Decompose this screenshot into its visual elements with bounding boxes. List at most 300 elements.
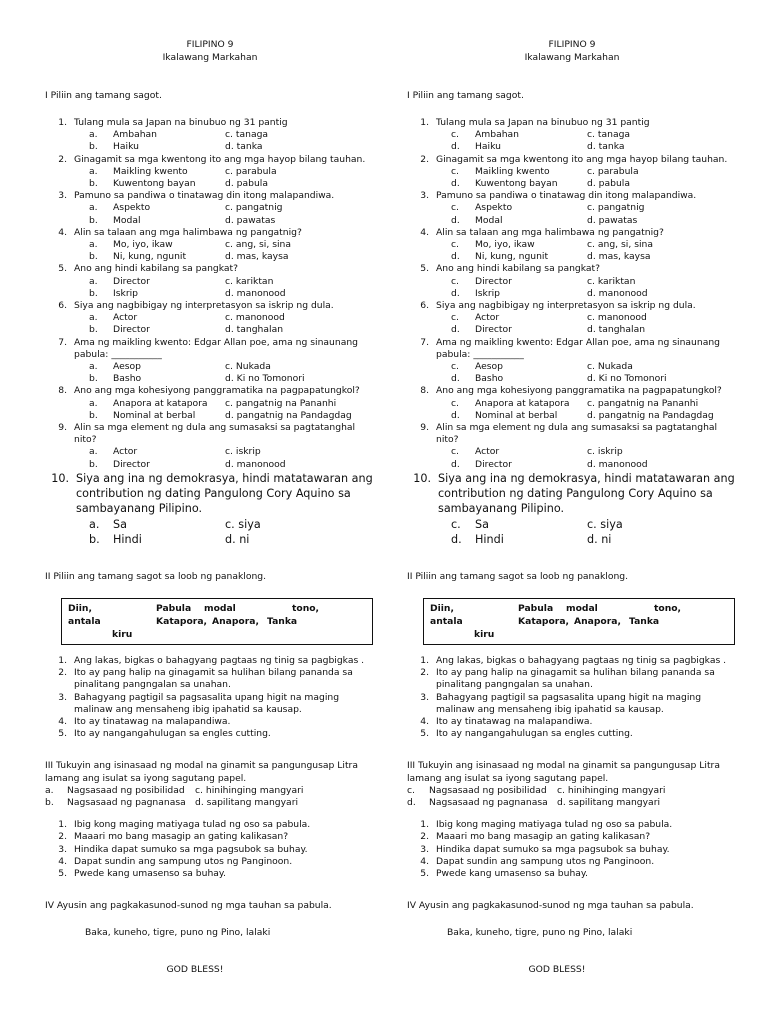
question-10 — [407, 471, 737, 547]
characters-list: Baka, kuneho, tigre, puno ng Pino, lalaki — [85, 927, 271, 939]
question-number: 3. — [58, 843, 67, 855]
choice-text: Actor — [113, 312, 138, 324]
choice — [89, 251, 225, 263]
choice: c. parabula — [587, 165, 639, 177]
section4-title: IV Ayusin ang pagkakasunod-sunod ng mga tauhan sa pabula. — [407, 900, 694, 912]
choice: d. manonood — [225, 458, 286, 470]
choice-text: Nagsasaad ng posibilidad — [67, 784, 185, 796]
question-text: Alin sa talaan ang mga halimbawa ng pangatnig? — [74, 226, 302, 238]
question-number: 4. — [420, 715, 429, 727]
question-row — [407, 154, 737, 166]
question-text: Ama ng maikling kwento: Edgar Allan poe, ama ng sinaunang pabula: ___________ — [436, 336, 720, 360]
choice-text: Modal — [475, 214, 503, 226]
choice: c. ang, si, sina — [587, 239, 653, 251]
question-number: 3. — [420, 691, 429, 703]
choice: d. pabula — [225, 178, 268, 190]
choice: d. sapilitang mangyari — [195, 796, 299, 808]
choice-row — [451, 312, 737, 324]
choice — [89, 178, 225, 190]
section4-title: IV Ayusin ang pagkakasunod-sunod ng mga tauhan sa pabula. — [45, 900, 332, 912]
choice-letter: b. — [89, 178, 98, 190]
question-number: 3. — [58, 190, 67, 202]
question-text: Siya ang nagbibigay ng interpretasyon sa iskrip ng dula. — [436, 300, 696, 312]
characters-list: Baka, kuneho, tigre, puno ng Pino, lalaki — [447, 927, 633, 939]
choice-text: Kuwentong bayan — [113, 178, 196, 190]
choice-row — [451, 178, 737, 190]
question-row — [407, 868, 737, 880]
question-text: Siya ang ina ng demokrasya, hindi matatawaran ang contribution ng dating Pangulong Cory Aquino sa sambayanang Pilipino. — [438, 471, 735, 516]
question-number: 3. — [58, 691, 67, 703]
question-row — [407, 831, 737, 843]
choice — [451, 517, 587, 532]
choice — [89, 446, 225, 458]
choice-row — [45, 785, 375, 797]
word-box — [61, 598, 373, 645]
choice-row — [89, 446, 375, 458]
choice-text: Actor — [475, 446, 500, 458]
choice-letter: c. — [451, 446, 459, 458]
choice-letter: c. — [407, 784, 415, 796]
choice — [45, 797, 195, 809]
choice-row — [89, 129, 375, 141]
question-number: 4. — [58, 855, 67, 867]
question-row — [45, 655, 375, 667]
question-row — [45, 844, 375, 856]
choice-letter: a. — [89, 446, 98, 458]
choice: c. tanaga — [587, 129, 631, 141]
choice-row — [451, 288, 737, 300]
choice-letter: a. — [89, 202, 98, 214]
choice-text: Director — [113, 458, 150, 470]
choice-row — [89, 373, 375, 385]
choice-text: Iskrip — [113, 287, 138, 299]
question-row — [45, 227, 375, 239]
choice-letter: c. — [451, 517, 461, 531]
choice-text: Mo, iyo, ikaw — [475, 239, 535, 251]
box-word: Katapora, — [518, 615, 570, 627]
god-bless: GOD BLESS! — [166, 964, 224, 976]
choice — [451, 410, 587, 422]
choice-row — [89, 288, 375, 300]
question-row — [407, 655, 737, 667]
choice-row — [451, 398, 737, 410]
choice-row — [89, 361, 375, 373]
choice-letter: d. — [451, 251, 460, 263]
box-word: tono, — [654, 602, 682, 614]
choice-letter: c. — [451, 275, 459, 287]
question-text: Bahagyang pagtigil sa pagsasalita upang higit na maging malinaw ang mensaheng ibig ipahatid sa kausap. — [436, 691, 702, 715]
question-number: 10. — [413, 471, 431, 485]
choice-row — [89, 141, 375, 153]
question-row — [45, 154, 375, 166]
choice: d. pangatnig na Pandagdag — [587, 409, 714, 421]
question-row — [407, 263, 737, 275]
choice-text: Director — [475, 324, 512, 336]
box-word: kiru — [474, 628, 495, 640]
question-row — [45, 819, 375, 831]
choice-row — [451, 129, 737, 141]
choice: c. iskrip — [587, 446, 623, 458]
choice-text: Basho — [113, 373, 142, 385]
choice — [407, 785, 557, 797]
question-number: 7. — [420, 336, 429, 348]
choice-row — [451, 239, 737, 251]
header — [45, 38, 375, 64]
question-number: 5. — [58, 728, 67, 740]
choice-row — [451, 361, 737, 373]
section3-items — [45, 819, 375, 880]
question-text: Dapat sundin ang sampung utos ng Panginoon. — [436, 855, 655, 867]
question-text: Ano ang mga kohesiyong panggramatika na pagpapatungkol? — [74, 385, 360, 397]
question-text: Ito ay pang halip na ginagamit sa hulihan bilang pananda sa pinalitang pangngalan sa unahan. — [436, 667, 715, 691]
choice-row — [89, 324, 375, 336]
choice-letter: b. — [89, 532, 100, 546]
box-word: modal — [204, 602, 236, 614]
question-row — [407, 692, 737, 716]
choice — [89, 276, 225, 288]
question-number: 4. — [58, 715, 67, 727]
choice-row — [89, 532, 375, 547]
choice — [89, 324, 225, 336]
choice-letter: c. — [451, 202, 459, 214]
box-word: Katapora, — [156, 615, 208, 627]
question-row — [45, 728, 375, 740]
question-number: 1. — [58, 819, 67, 831]
choice — [451, 312, 587, 324]
box-word: Diin, — [68, 602, 92, 614]
choice-text: Hindi — [475, 532, 504, 546]
question-row — [407, 190, 737, 202]
choice-text: Hindi — [113, 532, 142, 546]
choice-letter: d. — [451, 458, 460, 470]
question-text: Ginagamit sa mga kwentong ito ang mga hayop bilang tauhan. — [74, 153, 366, 165]
question-row — [407, 667, 737, 691]
question-text: Ang lakas, bigkas o bahagyang pagtaas ng tinig sa pagbigkas . — [436, 654, 727, 666]
choice — [89, 288, 225, 300]
choice — [89, 398, 225, 410]
question-row — [45, 667, 375, 691]
question-text: Ito ay tinatawag na malapandiwa. — [436, 715, 593, 727]
question-text: Alin sa mga element ng dula ang sumasaksi sa pagtatanghal nito? — [436, 422, 718, 446]
question-row — [407, 117, 737, 129]
box-word: modal — [566, 602, 598, 614]
box-word: Tanka — [267, 615, 298, 627]
choice-text: Director — [113, 324, 150, 336]
question-text: Pwede kang umasenso sa buhay. — [74, 867, 226, 879]
question-row — [45, 856, 375, 868]
choice-text: Ni, kung, ngunit — [113, 251, 187, 263]
question-number: 2. — [58, 153, 67, 165]
box-word: tono, — [292, 602, 320, 614]
question-number: 2. — [420, 667, 429, 679]
question-text: Ano ang hindi kabilang sa pangkat? — [74, 263, 239, 275]
question-number: 1. — [420, 819, 429, 831]
choice: d. Ki no Tomonori — [225, 373, 305, 385]
choice-letter: a. — [89, 129, 98, 141]
choice-letter: d. — [451, 532, 462, 546]
question-number: 1. — [58, 117, 67, 128]
choice — [89, 410, 225, 422]
quarter-title: Ikalawang Markahan — [524, 52, 620, 63]
choice: c. siya — [587, 517, 623, 531]
choice-letter: a. — [89, 517, 100, 531]
choice-row — [89, 251, 375, 263]
choice — [89, 373, 225, 385]
choice — [89, 239, 225, 251]
choice-row — [451, 410, 737, 422]
choice — [89, 532, 225, 547]
choice — [407, 797, 557, 809]
choice-text: Modal — [113, 214, 141, 226]
question-row — [45, 337, 375, 361]
question-row — [407, 819, 737, 831]
choice — [451, 129, 587, 141]
question-number: 8. — [58, 385, 67, 397]
choice-text: Aesop — [113, 361, 142, 373]
choice-letter: b. — [89, 373, 98, 385]
question-number: 4. — [420, 855, 429, 867]
choice-text: Nagsasaad ng pagnanasa — [67, 796, 186, 808]
box-word: Diin, — [430, 602, 454, 614]
choice: d. mas, kaysa — [587, 251, 651, 263]
choice-text: Nominal at berbal — [113, 409, 196, 421]
choice-letter: c. — [451, 312, 459, 324]
question-text: Ano ang mga kohesiyong panggramatika na pagpapatungkol? — [436, 385, 722, 397]
choice — [451, 276, 587, 288]
question-text: Siya ang ina ng demokrasya, hindi matatawaran ang contribution ng dating Pangulong Cory Aquino sa sambayanang Pilipino. — [76, 471, 373, 516]
choice — [451, 178, 587, 190]
question-text: Ito ay nangangahulugan sa engles cutting. — [74, 728, 271, 740]
section3-items — [407, 819, 737, 880]
question-text: Ito ay nangangahulugan sa engles cutting. — [436, 728, 633, 740]
choice — [89, 517, 225, 532]
question-text: Dapat sundin ang sampung utos ng Panginoon. — [74, 855, 293, 867]
choice — [89, 312, 225, 324]
choice-row — [89, 276, 375, 288]
quarter-title: Ikalawang Markahan — [162, 52, 258, 63]
choice — [451, 166, 587, 178]
question-number: 10. — [51, 471, 69, 485]
section2-items — [407, 655, 737, 740]
question-number: 8. — [420, 385, 429, 397]
choice-text: Basho — [475, 373, 504, 385]
choice-row — [89, 215, 375, 227]
question-number: 7. — [58, 336, 67, 348]
question-row — [407, 471, 737, 517]
choice — [89, 166, 225, 178]
choice-text: Director — [475, 458, 512, 470]
choice-letter: a. — [89, 397, 98, 409]
section1-questions — [45, 117, 375, 471]
choice-letter: a. — [89, 361, 98, 373]
choice-text: Aspekto — [113, 202, 151, 214]
choice — [45, 785, 195, 797]
question-row — [45, 117, 375, 129]
choice-text: Ambahan — [113, 129, 157, 141]
choice: d. pangatnig na Pandagdag — [225, 409, 352, 421]
question-row — [45, 868, 375, 880]
choice: d. tanghalan — [225, 324, 284, 336]
choice-text: Iskrip — [475, 287, 500, 299]
choice-letter: d. — [451, 287, 460, 299]
god-bless: GOD BLESS! — [528, 964, 586, 976]
question-row — [45, 190, 375, 202]
box-word: Pabula — [518, 602, 554, 614]
choice: c. hinihinging mangyari — [195, 784, 304, 796]
choice: c. parabula — [225, 165, 277, 177]
choice: c. pangatnig — [225, 202, 283, 214]
choice-text: Aesop — [475, 361, 504, 373]
choice: d. manonood — [225, 287, 286, 299]
question-row — [407, 227, 737, 239]
section2-title: II Piliin ang tamang sagot sa loob ng panaklong. — [407, 570, 629, 582]
choice-letter: a. — [89, 312, 98, 324]
choice — [451, 141, 587, 153]
choice-row — [451, 202, 737, 214]
choice-letter: d. — [407, 796, 416, 808]
question-number: 9. — [420, 422, 429, 434]
choice-row — [89, 178, 375, 190]
question-row — [45, 692, 375, 716]
choice-text: Ambahan — [475, 129, 519, 141]
question-text: Ito ay tinatawag na malapandiwa. — [74, 715, 231, 727]
choice-text: Nagsasaad ng pagnanasa — [429, 796, 548, 808]
choice-row — [89, 239, 375, 251]
choice: d. sapilitang mangyari — [557, 796, 661, 808]
section3-choices — [45, 785, 375, 809]
choice-row — [451, 141, 737, 153]
choice — [451, 361, 587, 373]
choice: d. manonood — [587, 287, 648, 299]
choice: d. pawatas — [225, 214, 276, 226]
choice-letter: b. — [89, 214, 98, 226]
choice: c. Nukada — [225, 361, 271, 373]
section3-title: III Tukuyin ang isinasaad ng modal na ginamit sa pangungusap Litra lamang ang isulat sa iyong sagutang papel. — [407, 760, 720, 784]
choice: c. manonood — [587, 312, 647, 324]
section1-questions — [407, 117, 737, 471]
choice-row — [451, 215, 737, 227]
choice-row — [89, 166, 375, 178]
choice: d. ni — [587, 532, 612, 546]
choice: c. kariktan — [587, 275, 636, 287]
question-row — [45, 300, 375, 312]
choice-letter: c. — [451, 361, 459, 373]
choice-row — [89, 459, 375, 471]
question-row — [407, 337, 737, 361]
question-text: Tulang mula sa Japan na binubuo ng 31 pantig — [74, 117, 288, 128]
box-word: Anapora, — [212, 615, 259, 627]
box-word: antala — [68, 615, 101, 627]
question-row — [407, 300, 737, 312]
question-10 — [45, 471, 375, 547]
choice — [89, 141, 225, 153]
choice — [89, 361, 225, 373]
choice-row — [451, 166, 737, 178]
choice-text: Maikling kwento — [113, 165, 188, 177]
question-number: 1. — [58, 654, 67, 666]
question-number: 4. — [58, 226, 67, 238]
question-number: 5. — [420, 728, 429, 740]
choice-letter: b. — [89, 287, 98, 299]
choice: c. siya — [225, 517, 261, 531]
question-number: 3. — [420, 843, 429, 855]
choice-text: Mo, iyo, ikaw — [113, 239, 173, 251]
question-number: 5. — [420, 867, 429, 879]
question-number: 2. — [420, 831, 429, 843]
question-row — [407, 728, 737, 740]
choice — [451, 202, 587, 214]
choice-text: Haiku — [475, 141, 501, 153]
question-number: 2. — [58, 667, 67, 679]
choice-text: Nagsasaad ng posibilidad — [429, 784, 547, 796]
choice — [451, 446, 587, 458]
box-word: antala — [430, 615, 463, 627]
question-row — [45, 385, 375, 397]
question-text: Pamuno sa pandiwa o tinatawag din itong malapandiwa. — [436, 190, 697, 202]
choice-letter: a. — [89, 275, 98, 287]
choice-letter: b. — [89, 458, 98, 470]
question-number: 9. — [58, 422, 67, 434]
question-text: Hindika dapat sumuko sa mga pagsubok sa buhay. — [74, 843, 308, 855]
choice — [451, 373, 587, 385]
question-text: Maaari mo bang masagip an gating kalikasan? — [436, 831, 651, 843]
choice — [451, 251, 587, 263]
choice: d. mas, kaysa — [225, 251, 289, 263]
question-text: Bahagyang pagtigil sa pagsasalita upang higit na maging malinaw ang mensaheng ibig ipahatid sa kausap. — [74, 691, 340, 715]
choice-letter: b. — [89, 141, 98, 153]
choice-letter: a. — [89, 239, 98, 251]
choice-row — [451, 324, 737, 336]
question-number: 2. — [420, 153, 429, 165]
choice-letter: d. — [451, 373, 460, 385]
choice-row — [451, 459, 737, 471]
question-row — [407, 385, 737, 397]
choice-row — [89, 202, 375, 214]
choice: d. tanka — [225, 141, 263, 153]
question-row — [45, 831, 375, 843]
choice — [451, 239, 587, 251]
section1-title: I Piliin ang tamang sagot. — [45, 90, 162, 101]
choice: d. pabula — [587, 178, 630, 190]
box-word: Tanka — [629, 615, 660, 627]
choice-text: Nominal at berbal — [475, 409, 558, 421]
choice-letter: b. — [89, 324, 98, 336]
question-text: Ano ang hindi kabilang sa pangkat? — [436, 263, 601, 275]
box-word: Anapora, — [574, 615, 621, 627]
choice: c. manonood — [225, 312, 285, 324]
choice-text: Maikling kwento — [475, 165, 550, 177]
choice: d. Ki no Tomonori — [587, 373, 667, 385]
question-text: Alin sa mga element ng dula ang sumasaksi sa pagtatanghal nito? — [74, 422, 356, 446]
exam-page-right — [407, 38, 737, 975]
choice-text: Anapora at katapora — [475, 397, 570, 409]
choice-text: Actor — [475, 312, 500, 324]
choice: d. tanka — [587, 141, 625, 153]
question-text: Pwede kang umasenso sa buhay. — [436, 867, 588, 879]
choice-text: Sa — [475, 517, 489, 531]
choice-row — [451, 373, 737, 385]
subject-title: FILIPINO 9 — [186, 39, 234, 50]
question-row — [45, 263, 375, 275]
question-text: Ginagamit sa mga kwentong ito ang mga hayop bilang tauhan. — [436, 153, 728, 165]
choice — [89, 215, 225, 227]
choice: d. tanghalan — [587, 324, 646, 336]
choice — [451, 532, 587, 547]
choice-text: Haiku — [113, 141, 139, 153]
word-box — [423, 598, 735, 645]
choice-text: Director — [113, 275, 150, 287]
question-row — [407, 844, 737, 856]
